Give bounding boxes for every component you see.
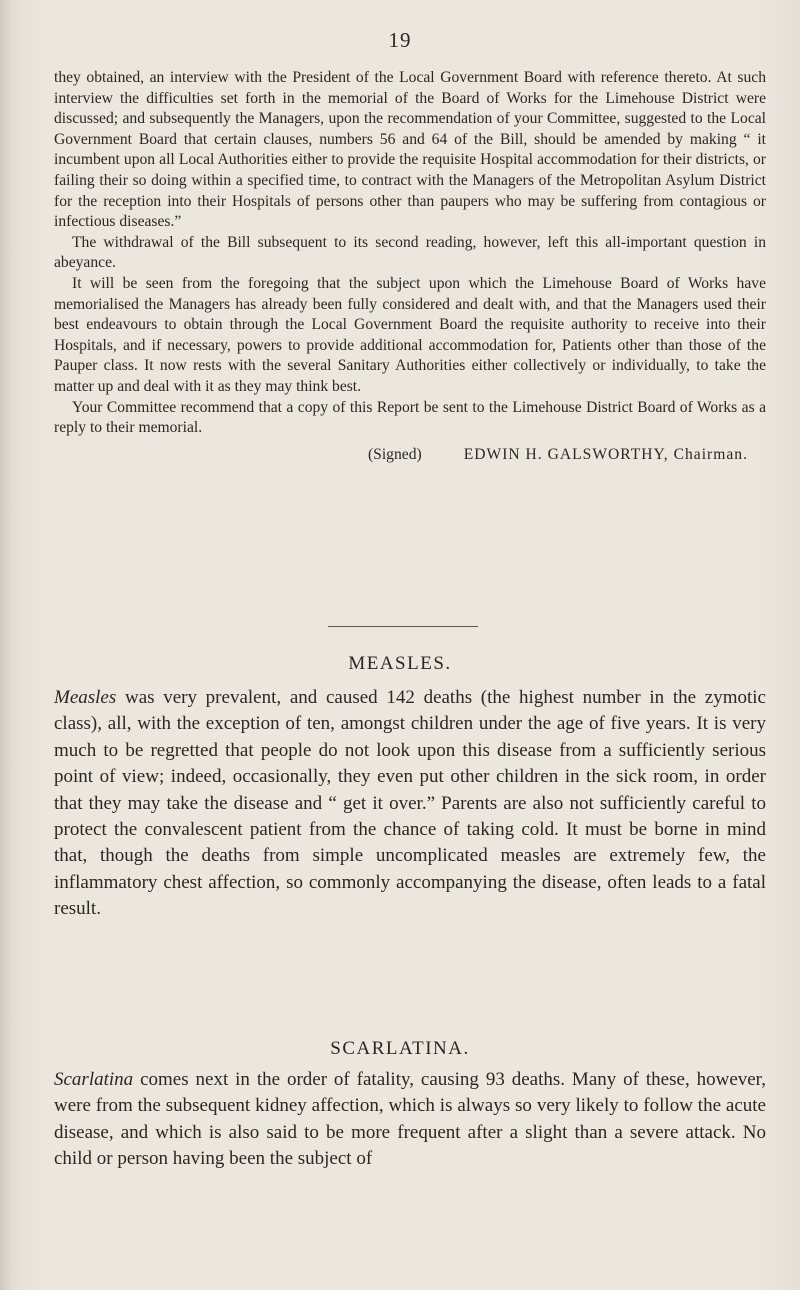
page-number: 19 [388,28,412,52]
signature-line [54,445,766,466]
report-paragraph: Your Committee recommend that a copy of this Report be sent to the Limehouse District Board of Works as a reply to their memorial. [54,398,766,437]
report-paragraph: they obtained, an interview with the President of the Local Government Board with reference thereto. At such interview the difficulties set forth in the memorial of the Board of Works for the Limehouse District were discussed; and subsequently the Managers, upon the recommendation of your Committee, suggested to the Local Government Board that certain clauses, numbers 56 and 64 of the Bill, should be amended by making “ it incumbent upon all Local Authorities either to provide the requisite Hospital accommodation for their districts, or failing their so doing within a specified time, to contract with the Managers of the Metropolitan Asylum District for the reception into their Hospitals of persons other than paupers who may be suffering from contagious or infectious diseases.” [54,69,766,231]
signatory-name: EDWIN H. GALSWORTHY, Chairman. [463,445,748,463]
report-paragraph: It will be seen from the foregoing that the subject upon which the Limehouse Board of Works have memorialised the Managers has already been fully considered and dealt with, and that the Managers used their best endeavours to obtain through the Local Government Board the requisite authority to receive into their Hospitals, and if necessary, powers to provide additional accommodation for, Patients other than those of the Pauper class. It now rests with the several Sanitary Authorities either collectively or individually, to take the matter up and deal with it as they may think best. [54,274,766,395]
section-divider [328,626,478,627]
report-paragraph: The withdrawal of the Bill subsequent to its second reading, however, left this all-important question in abeyance. [54,233,766,272]
scarlatina-heading: SCARLATINA. [330,1038,470,1059]
scarlatina-section [54,1067,766,1173]
measles-paragraph [54,685,766,923]
scarlatina-body-text: comes next in the order of fatality, causing 93 deaths. Many of these, however, were from the subsequent kidney affection, which is always so very likely to follow the acute disease, and which is also said to be more frequent after a slight than a severe attack. No child or person having been the subject of [54,1069,766,1170]
measles-lead-word: Measles [54,687,117,708]
committee-report-section [54,68,766,465]
measles-section [54,685,766,923]
measles-body-text: was very prevalent, and caused 142 deaths (the highest number in the zymotic class), all, with the exception of ten, amongst children under the age of five years. It is very much to be regretted that people do not look upon this disease from a sufficiently serious point of view; indeed, occasionally, they even put other children in the sick room, in order that they may take the disease and “ get it over.” Parents are also not sufficiently careful to protect the convalescent patient from the chance of taking cold. It must be borne in mind that, though the deaths from simple uncomplicated measles are extremely few, the inflammatory chest affection, so commonly accompanying the disease, often leads to a fatal result. [54,687,766,920]
scarlatina-paragraph [54,1067,766,1173]
signed-label: (Signed) [367,445,422,463]
measles-heading: MEASLES. [348,653,452,674]
scarlatina-lead-word: Scarlatina [54,1069,134,1090]
